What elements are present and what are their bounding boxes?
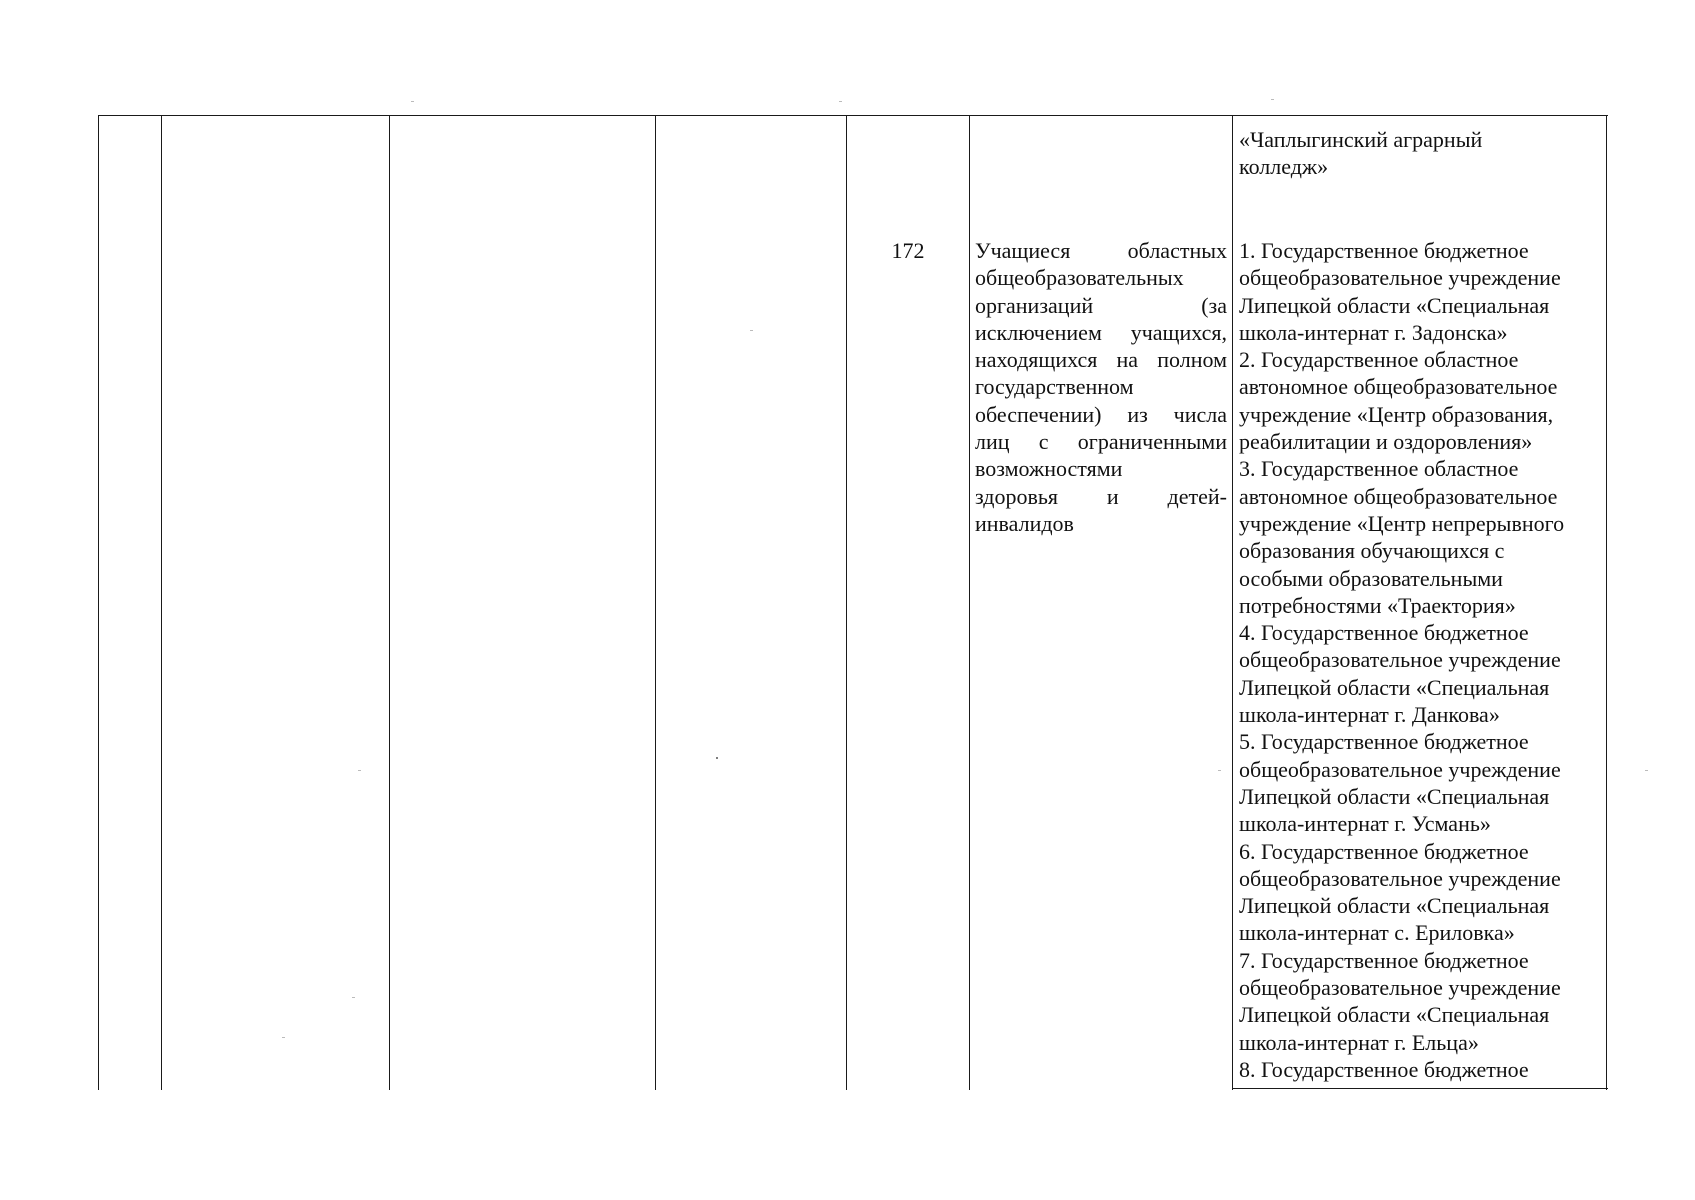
organization-line: школа-интернат г. Усмань»: [1239, 811, 1491, 837]
organization-line: школа-интернат г. Задонска»: [1239, 319, 1508, 345]
category-line: организаций (за: [975, 292, 1227, 318]
organization-line: образования обучающихся с: [1239, 538, 1505, 564]
organization-line: 2. Государственное областное: [1239, 347, 1519, 373]
organization-line: общеобразовательное учреждение: [1239, 647, 1561, 673]
organization-line: реабилитации и оздоровления»: [1239, 429, 1533, 455]
table-col-border-6: [969, 115, 970, 1090]
category-line: исключением учащихся,: [975, 319, 1227, 345]
organization-line: Липецкой области «Специальная: [1239, 783, 1550, 809]
scan-speck: [1218, 770, 1221, 771]
organization-line: общеобразовательное учреждение: [1239, 756, 1561, 782]
table-col-border-2: [161, 115, 162, 1090]
organization-line: Липецкой области «Специальная: [1239, 893, 1550, 919]
scan-speck: [352, 997, 355, 998]
organization-line: 4. Государственное бюджетное: [1239, 620, 1529, 646]
organization-line: учреждение «Центр непрерывного: [1239, 510, 1565, 536]
organization-line: Липецкой области «Специальная: [1239, 674, 1550, 700]
organization-line: 3. Государственное областное: [1239, 456, 1519, 482]
table-col-border-7: [1232, 115, 1233, 1090]
scan-speck: [750, 330, 753, 331]
organization-line: Липецкой области «Специальная: [1239, 1002, 1550, 1028]
organization-line: общеобразовательное учреждение: [1239, 865, 1561, 891]
scan-speck: [358, 770, 361, 771]
organization-line: автономное общеобразовательное: [1239, 483, 1558, 509]
organization-line: 7. Государственное бюджетное: [1239, 947, 1529, 973]
table-col-border-8: [1606, 115, 1607, 1090]
category-line: обеспечении) из числа: [975, 401, 1227, 427]
table-last-col-bottom-border: [1232, 1088, 1608, 1089]
category-line: находящихся на полном: [975, 347, 1227, 373]
organization-line: школа-интернат г. Данкова»: [1239, 702, 1500, 728]
row-number: 172: [891, 238, 925, 263]
organization-line: 1. Государственное бюджетное: [1239, 238, 1529, 263]
table-col-border-3: [389, 115, 390, 1090]
organization-line: автономное общеобразовательное: [1239, 374, 1558, 400]
category-line: инвалидов: [975, 510, 1074, 536]
organization-line: 8. Государственное бюджетное: [1239, 1056, 1529, 1082]
table-col-border-1: [98, 115, 99, 1090]
category-line: возможностями: [975, 456, 1123, 482]
category-line: здоровья и детей-: [975, 483, 1227, 509]
scan-speck: [839, 101, 842, 102]
recipient-category: [975, 237, 1227, 537]
table-col-border-5: [846, 115, 847, 1090]
scan-speck: [716, 757, 718, 759]
organization-line: 5. Государственное бюджетное: [1239, 729, 1529, 755]
table-col-border-4: [655, 115, 656, 1090]
category-line: лиц с ограниченными: [975, 429, 1227, 455]
category-line: государственном: [975, 374, 1134, 400]
category-line: общеобразовательных: [975, 265, 1184, 291]
organization-line: учреждение «Центр образования,: [1239, 401, 1554, 427]
organization-line: особыми образовательными: [1239, 565, 1503, 591]
category-line: Учащиеся областных: [975, 238, 1227, 263]
organization-line: школа-интернат с. Ериловка»: [1239, 920, 1515, 946]
scan-speck: [1271, 99, 1274, 100]
scan-speck: [1645, 770, 1648, 771]
organization-line: общеобразовательное учреждение: [1239, 265, 1561, 291]
scan-speck: [282, 1037, 285, 1038]
organization-line: Липецкой области «Специальная: [1239, 292, 1550, 318]
organization-line: школа-интернат г. Ельца»: [1239, 1029, 1479, 1055]
scan-speck: [411, 101, 414, 102]
prev-row-organization-tail: «Чаплыгинский аграрный колледж»: [1239, 127, 1483, 180]
organizations-list: [1239, 237, 1604, 1083]
organization-line: потребностями «Траектория»: [1239, 592, 1516, 618]
table-top-border: [98, 115, 1608, 116]
organization-line: общеобразовательное учреждение: [1239, 975, 1561, 1001]
organization-line: 6. Государственное бюджетное: [1239, 838, 1529, 864]
